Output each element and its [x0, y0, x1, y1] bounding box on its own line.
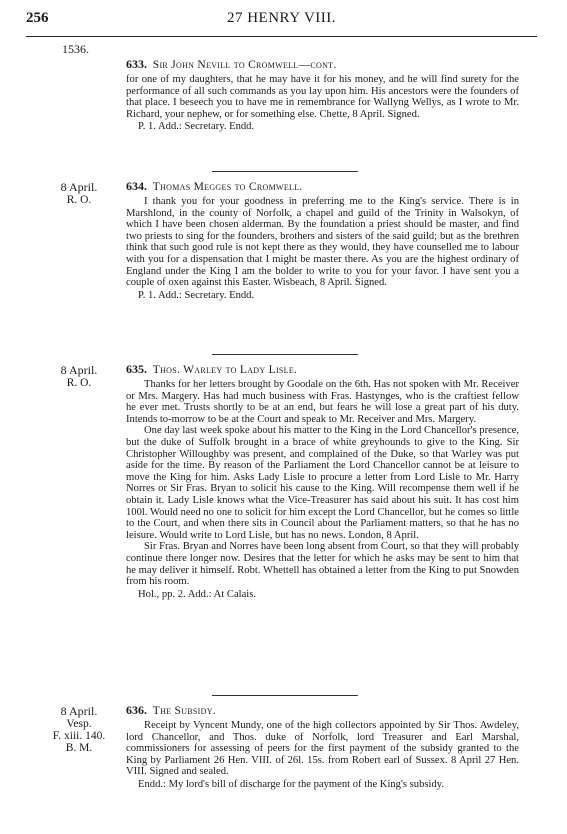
separator [212, 354, 358, 355]
margin-notes [40, 363, 118, 389]
entry-text: for one of my daughters, that he may have it for his money, and he will find surety for the performance of all such commands as you lay upon him. His ancestors were the founders of that place. I beseech you to have me in remembrance for Wallyng Wellys, as I wrote to Mr. Richard, your nephew, or for something else. Chette, 8 April. Signed. [126, 74, 519, 120]
entry-title: The Subsidy. [152, 705, 216, 717]
source-ref: B. M. [65, 742, 93, 754]
entry-heading [126, 180, 519, 194]
entry-date: 8 April. [60, 180, 98, 194]
entry-number: 634. [126, 179, 147, 193]
margin-notes [40, 704, 118, 754]
entry-paragraph: Sir Fras. Bryan and Norres have been long absent from Court, so that they will probably continue there longer now. Desires that the letter for which he asks may be sent to him that he may deliver it himself. Robt. Whettell has obtained a letter from the King to put Snowden from his room. [126, 541, 519, 588]
entry-paragraph: One day last week spoke about his matter to the King in the Lord Chancellor's presence, but the duke of Suffolk brought in a brace of white greyhounds to give to the King. Sir Christopher Willoughby was present, and complained of the Duke, so that Warley was put aside for the time. By reason of the Parliament the Lord Chancellor cannot be at leisure to move the King for him. Asks Lady Lisle to procure a letter from Lord Lisle to Mr. Harry Norres or Sir Fras. Bryan to solicit his cause to the King. Will recompense them well if he obtain it. Lady Lisle knows what the Vice-Treasurer has said about his suit. It has cost him 100l. Would need no one to solicit for him except the Lord Chancellor, but he comes so little to the Court, and when there sits in Council about the Parliament matters, so that he has no leisure. Would write to Lord Lisle, but has no news. London, 8 April. [126, 425, 519, 541]
page-number: 256 [26, 10, 49, 26]
endorsement-note: Hol., pp. 2. Add.: At Calais. [138, 588, 257, 600]
margin-notes [40, 180, 118, 206]
entry-body [126, 180, 519, 302]
entry-number: 635. [126, 362, 147, 376]
entry-date: 8 April. [60, 704, 98, 718]
endorsement-note: Endd.: My lord's bill of discharge for the payment of the King's subsidy. [138, 778, 444, 790]
year-label: 1536. [62, 42, 89, 56]
entry-body [126, 363, 519, 601]
entry-date: 8 April. [60, 363, 98, 377]
entry-body [126, 704, 519, 791]
source-ref: R. O. [66, 377, 92, 389]
separator [212, 695, 358, 696]
source-ref: R. O. [66, 194, 92, 206]
entry-number: 633. [126, 57, 147, 71]
running-head: 27 HENRY VIII. [226, 10, 337, 26]
endorsement-note: P. 1. Add.: Secretary. Endd. [138, 289, 255, 301]
entry-paragraph: Thanks for her letters brought by Goodale on the 6th. Has not spoken with Mr. Receiver or Mrs. Margery. Has had much business with Fras. Hastynges, who is the craftiest fellow he ever met. Trusts shortly to be at an end, but fears he will lose a great part of his duty. Intends to-morrow to be at the Court and speak to Mr. Receiver and Mrs. Margery. [126, 379, 519, 425]
entry-heading [126, 58, 519, 72]
entry-body [126, 58, 519, 133]
entry-text: Receipt by Vyncent Mundy, one of the high collectors appointed by Sir Thos. Awdeley, lord Chancellor, and Thos. duke of Norfolk, lord Treasurer and Earl Marshal, commissioners for assessing of peers for the first payment of the subsidy granted to the King by Parliament 26 Hen. VIII. of 26l. 15s. from Robert earl of Sussex. 8 April 27 Hen. VIII. Signed and sealed. [126, 720, 519, 778]
endorsement-note: P. 1. Add.: Secretary. Endd. [138, 121, 255, 133]
entry-title: Thomas Megges to Cromwell. [152, 181, 303, 193]
entry-title: Sir John Nevill to Cromwell—cont. [152, 59, 337, 71]
entry-heading [126, 704, 519, 718]
page-header [26, 10, 537, 32]
entry-number: 636. [126, 703, 147, 717]
source-ref: F. xiii. 140. [52, 730, 106, 742]
entry-title: Thos. Warley to Lady Lisle. [152, 364, 298, 376]
entry-heading [126, 363, 519, 377]
entry-text: I thank you for your goodness in preferring me to the King's service. There is in Marshlond, in the county of Norfolk, a chapel and guild of the Trinity in Walsokyn, of which I have been chosen alderman. By the foundation a priest should be master, and find two priests to sing for the founders, brothers and sisters of the said guild; but as the brethren think that such good rule is not kept there as they would, they have counselled me to labour with you for a dispensation that I might be master there. As you are the highest ordinary of England under the King I am the bolder to write to you for your favor. I have sent you a couple of oxen against this Easter. Wisbeach, 8 April. Signed. [126, 196, 519, 289]
separator [212, 171, 358, 172]
source-ref: Vesp. [66, 718, 92, 730]
header-rule [26, 36, 537, 37]
